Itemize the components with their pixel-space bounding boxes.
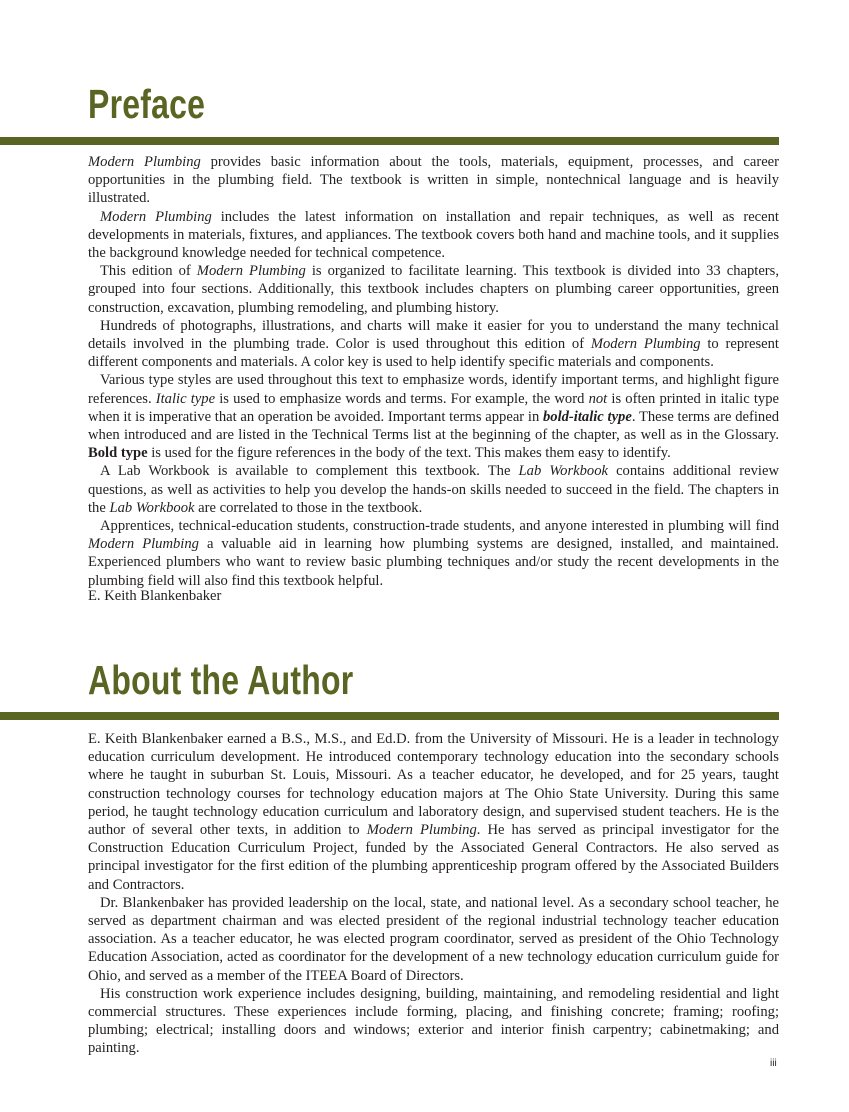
about-paragraph <box>88 985 779 1058</box>
text-run: Italic type <box>155 390 216 407</box>
text-run: Dr. Blankenbaker has provided leadership on the local, state, and national level. As a secondary school teacher, he served as department chairman and was elected president of the regional industrial technology teacher education association. As a teacher educator, he was elected program coordinator, served as president of the Ohio Technology Education Association, acted as coordinator for the development of a new technology education curriculum guide for Ohio, and served as a member of the ITEEA Board of Directors. <box>88 894 779 984</box>
text-run: contains additional review questions, as well as activities to help you develop the hands-on skills needed to succeed in the field. The chapters in the <box>88 463 779 516</box>
text-run: Lab Workbook <box>109 499 195 516</box>
text-run: Hundreds of photographs, illustrations, and charts will make it easier for you to understand the many technical details involved in the plumbing trade. Color is used throughout this edition of <box>88 317 779 353</box>
text-run: are correlated to those in the textbook. <box>194 499 423 516</box>
text-run: Various type styles are used throughout this text to emphasize words, identify important terms, and highlight figure references. <box>88 372 779 407</box>
preface-heading: Preface <box>88 81 206 127</box>
preface-paragraph <box>88 462 779 517</box>
text-run: is often printed in italic type when it is imperative that an operation be avoided. Important terms appear in <box>88 390 779 425</box>
about-body <box>88 730 779 1058</box>
preface-paragraph <box>88 262 779 317</box>
text-run: provides basic information about the tools, materials, equipment, processes, and career opportunities in the plumbing field. The textbook is written in simple, nontechnical language and is heavily illustrated. <box>88 154 780 207</box>
about-rule <box>0 712 779 720</box>
text-run: Modern Plumbing <box>366 822 477 839</box>
preface-paragraph <box>88 208 779 263</box>
preface-paragraph <box>88 517 779 590</box>
preface-paragraph <box>88 371 779 462</box>
text-run: Modern Plumbing <box>196 263 306 280</box>
text-run: is organized to facilitate learning. This textbook is divided into 33 chapters, grouped into four sections. Additionally, this textbook includes chapters on plumbing career opportunities, green construction, excavation, plumbing remodeling, and plumbing history. <box>88 263 779 316</box>
text-run: is used for the figure references in the body of the text. This makes them easy to identify. <box>147 445 671 462</box>
page-number: iii <box>770 1058 777 1069</box>
text-run: is used to emphasize words and terms. For example, the word <box>215 390 589 407</box>
preface-body <box>88 153 779 590</box>
text-run: Modern Plumbing <box>100 208 212 225</box>
text-run: His construction work experience includes designing, building, maintaining, and remodeling residential and light commercial structures. These experiences include forming, placing, and finishing concrete; framing; roofing; plumbing; electrical; installing doors and windows; exterior and interior finish carpentry; cabinetmaking; and painting. <box>88 985 779 1057</box>
preface-signature: E. Keith Blankenbaker <box>88 588 222 604</box>
about-paragraph <box>88 894 779 985</box>
text-run: A Lab Workbook is available to complement this textbook. The <box>100 463 519 480</box>
text-run: . These terms are defined when introduced and are listed in the Technical Terms list at the beginning of the chapter, as well as in the Glossary. <box>88 408 779 444</box>
text-run: Apprentices, technical-education students, construction-trade students, and anyone interested in plumbing will find <box>100 518 779 535</box>
preface-paragraph <box>88 317 779 372</box>
about-heading: About the Author <box>88 657 354 703</box>
text-run: a valuable aid in learning how plumbing systems are designed, installed, and maintained. Experienced plumbers who want to review basic plumbing techniques and/or study the recent developments in the plumbing field will also find this textbook helpful. <box>88 536 780 589</box>
text-run: Bold type <box>88 445 148 462</box>
text-run: Modern Plumbing <box>88 536 199 553</box>
text-run: includes the latest information on installation and repair techniques, as well as recent developments in materials, fixtures, and appliances. The textbook covers both hand and machine tools, and it supplies the background knowledge needed for technical competence. <box>88 208 779 262</box>
text-run: Lab Workbook <box>518 463 608 480</box>
preface-paragraph <box>88 153 779 208</box>
text-run: E. Keith Blankenbaker earned a B.S., M.S., and Ed.D. from the University of Missouri. He is a leader in technology education curriculum development. He introduced contemporary technology education into the secondary schools where he taught in suburban St. Louis, Missouri. As a teacher educator, he developed, and for 25 years, taught construction technology courses for technology education majors at The Ohio State University. During this same period, he taught technology education curriculum and laboratory design, and supervised student teachers. He is the author of several other texts, in addition to <box>88 731 779 839</box>
preface-rule <box>0 137 779 145</box>
text-run: not <box>588 390 608 407</box>
about-paragraph <box>88 730 779 894</box>
text-run: to represent different components and materials. A color key is used to help identify specific materials and components. <box>88 336 779 371</box>
text-run: This edition of <box>100 263 197 280</box>
text-run: Modern Plumbing <box>88 154 201 170</box>
text-run: bold-italic type <box>542 408 632 425</box>
text-run: . He has served as principal investigator for the Construction Education Curriculum Project, funded by the Associated General Contractors. He also served as principal investigator for the first edition of the plumbing apprenticeship program offered by the Associated Builders and Contractors. <box>88 822 780 893</box>
text-run: Modern Plumbing <box>590 336 701 353</box>
